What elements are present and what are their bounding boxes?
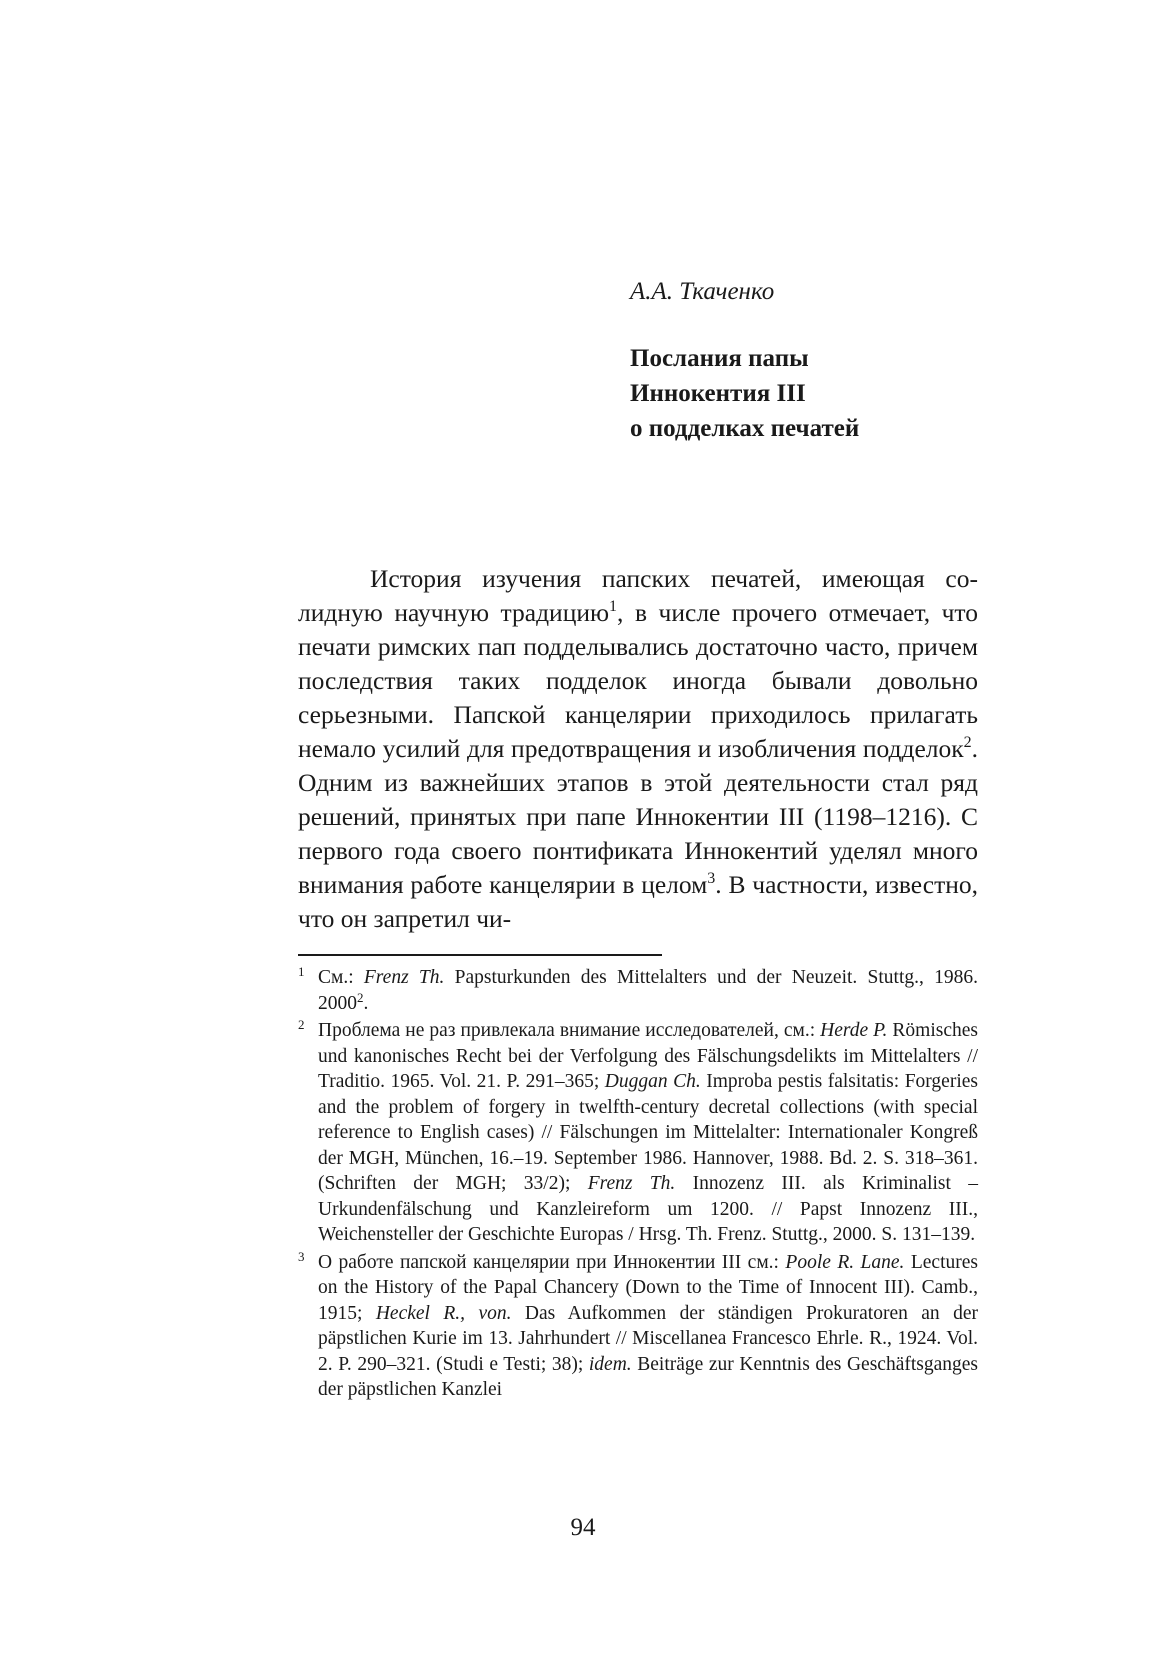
footnote-1: $^1$ См.: Frenz Th. Papsturkunden des Mittelalters und der Neuzeit. Stuttg., 1986. 2000$^2$.: [298, 964, 978, 1014]
footnote-number: 3: [298, 1248, 305, 1264]
footnotes: [298, 965, 978, 1405]
footnote-3: $^3$ О работе папской канцелярии при Иннокентии III см.: Poole R. Lane. Lectures on the History of the Papal Chancery (Down to the Time of Innocent III). Camb., 1915; Heckel R., von. Das Aufkommen der ständigen Prokuratoren an der päpstlichen Kurie im 13. Jahrhundert // Miscellanea Francesco Ehrle. R., 1924. Vol. 2. P. 290–321. (Studi e Testi; 38); idem. Beiträge zur Kenntnis des Geschäftsganges der päpstlichen Kanzlei: [298, 1248, 978, 1400]
footnote-separator: [298, 954, 662, 956]
author-name: А.А. Ткаченко: [630, 278, 775, 305]
footnote-ref-2: 2: [963, 734, 972, 751]
body-text-segment: . В частности, известно, что он запретил чи-: [298, 870, 978, 933]
footnote-number: 1: [298, 964, 305, 979]
body-text-segment: История изучения папских печатей, имеющая солидную научную традицию: [298, 564, 978, 627]
title-line: Иннокентия III: [630, 380, 806, 407]
footnote-ref-1: 1: [609, 598, 618, 615]
title-line: Послания папы: [630, 345, 809, 372]
body-text-segment: , в числе прочего отмечает, что печати римских пап подделывались достаточно часто, причем последствия таких подделок иногда бывали довольно серьезными. Папской канцелярии приходилось прилагать немало усилий для предотвращения и изобличения подделок: [298, 598, 978, 763]
footnote-2: $^2$ Проблема не раз привлекала внимание исследователей, см.: Herde P. Römisches und kanonisches Recht bei der Verfolgung des Fälschungsdelikts im Mittelalters // Traditio. 1965. Vol. 21. P. 291–365; Duggan Ch. Improba pestis falsitatis: Forgeries and the problem of forgery in twelfth-century decretal collections (with special reference to English cases) // Fälschungen im Mittelalter: Internationaler Kongreß der MGH, München, 16.–19. September 1986. Hannover, 1988. Bd. 2. S. 318–361. (Schriften der MGH; 33/2); Frenz Th. Innozenz III. als Kriminalist – Urkundenfälschung und Kanzleireform um 1200. // Papst Innozenz III., Weichensteller der Geschichte Europas / Hrsg. Th. Frenz. Stuttg., 2000. S. 131–139.: [298, 1017, 979, 1245]
footnote-number: 2: [298, 1017, 305, 1032]
body-text-segment: . Одним из важнейших этапов в этой деятельности стал ряд решений, принятых при папе Иннокентии III (1198–1216). С первого года своего понтификата Иннокентий уделял много внимания работе канцелярии в целом: [298, 734, 978, 899]
body-text: [298, 562, 978, 936]
body-paragraph: [298, 562, 978, 936]
page-number: 94: [570, 1514, 596, 1541]
article-title: [630, 341, 859, 446]
footnote-ref-3: 3: [707, 870, 716, 887]
title-line: о подделках печатей: [630, 415, 860, 442]
